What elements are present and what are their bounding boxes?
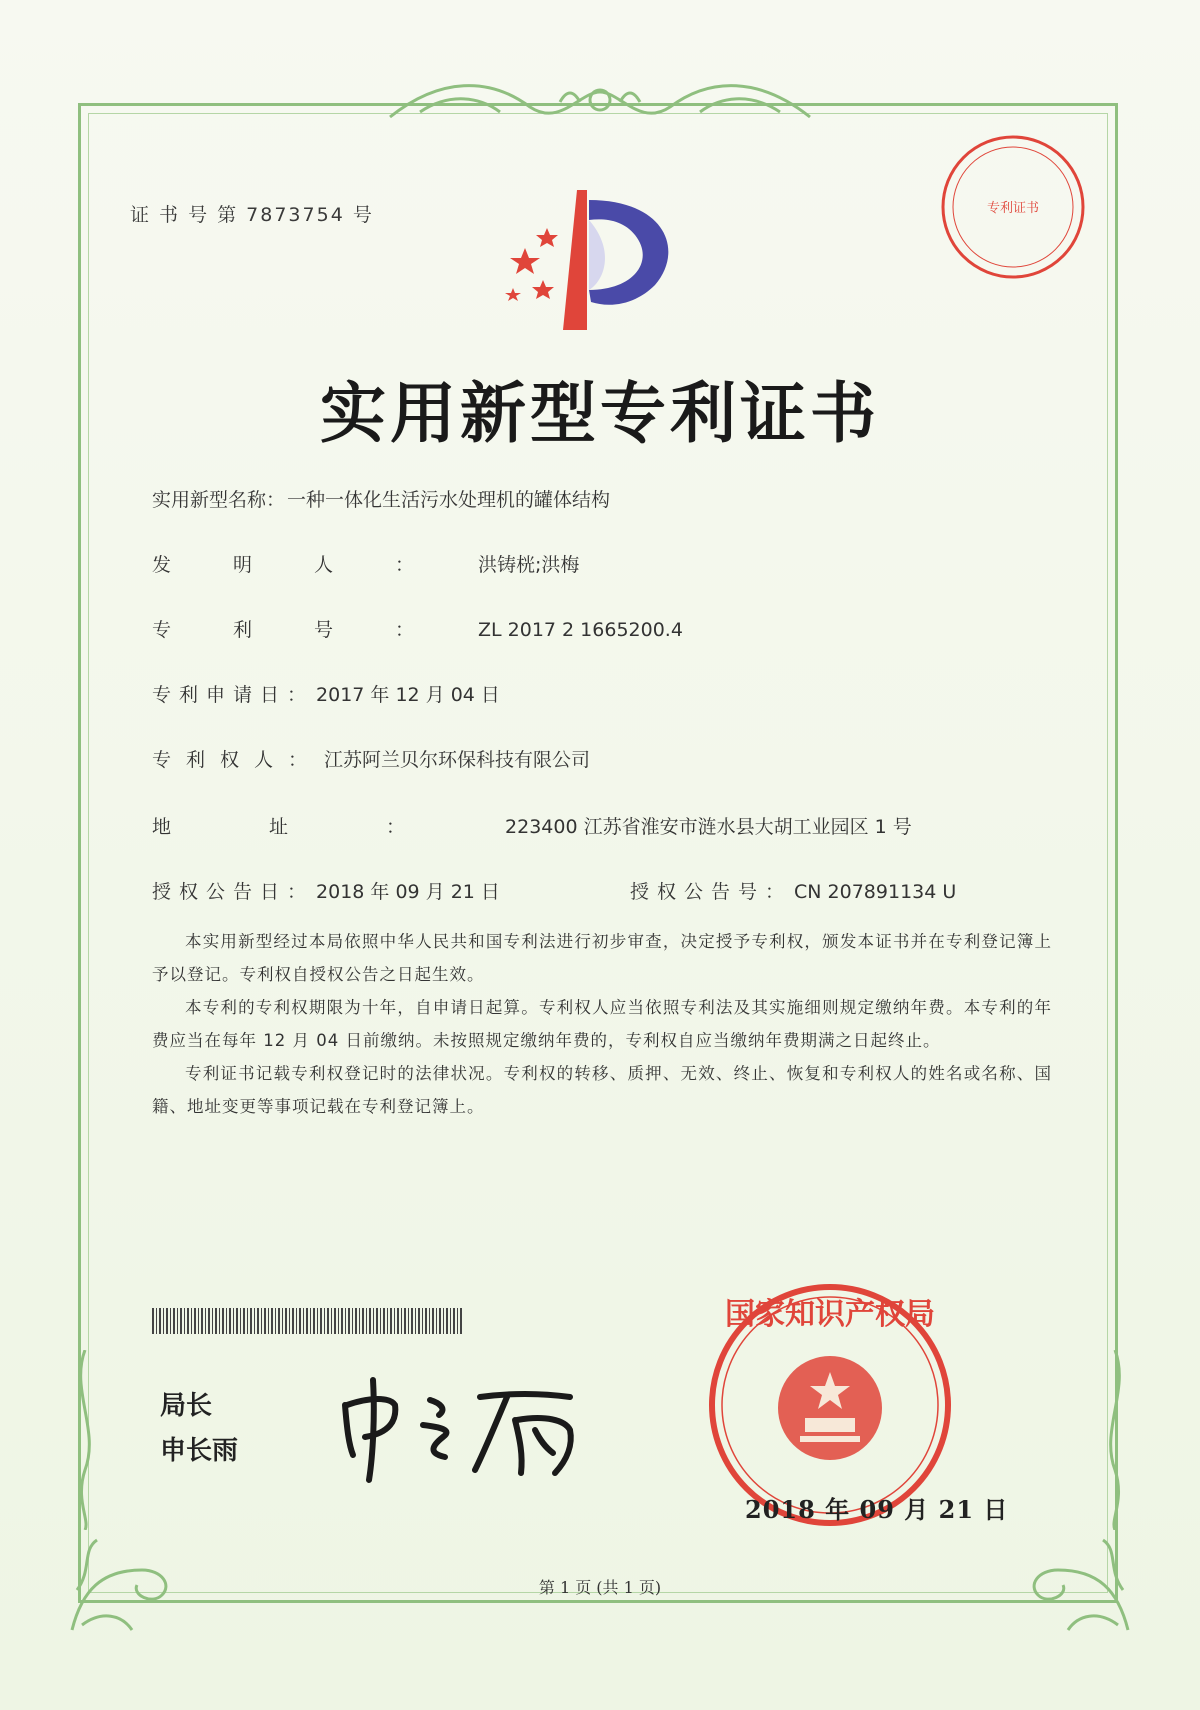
field-grant-date — [152, 877, 500, 904]
field-label: 实用新型名称： — [152, 489, 286, 511]
field-label: 地址： — [152, 816, 504, 838]
field-label: 授权公告日： — [152, 881, 315, 903]
field-value: 223400 江苏省淮安市涟水县大胡工业园区 1 号 — [505, 816, 912, 838]
certificate-number: 证 书 号 第 7873754 号 — [130, 204, 374, 226]
decorative-border-inner — [88, 113, 1108, 1593]
top-floral-ornament-icon — [380, 72, 820, 132]
field-label: 专利申请日： — [152, 684, 315, 706]
certificate-body-text — [152, 925, 1052, 1123]
field-application-date — [152, 680, 500, 707]
field-patentee — [152, 745, 590, 772]
patent-office-logo-icon — [505, 190, 695, 330]
field-label: 专利权人： — [152, 749, 323, 771]
field-value: 一种一体化生活污水处理机的罐体结构 — [287, 489, 611, 511]
side-ornament-icon — [70, 1350, 100, 1530]
field-address — [152, 812, 912, 839]
field-patent-number — [152, 615, 683, 642]
field-value: 2018 年 09 月 21 日 — [316, 881, 500, 903]
field-value: 2017 年 12 月 04 日 — [316, 684, 500, 706]
certificate-title: 实用新型专利证书 — [320, 375, 880, 452]
small-seal-text: 专利证书 — [986, 201, 1040, 216]
field-label: 授权公告号： — [630, 881, 793, 903]
side-ornament-icon — [1100, 1350, 1130, 1530]
field-value: 江苏阿兰贝尔环保科技有限公司 — [324, 749, 591, 771]
seal-date: 2018 年 09 月 21 日 — [745, 1495, 1009, 1524]
director-title: 局长 — [160, 1391, 213, 1421]
director-signature — [335, 1375, 595, 1485]
field-utility-model-name — [152, 485, 610, 512]
paragraph: 本实用新型经过本局依照中华人民共和国专利法进行初步审查，决定授予专利权，颁发本证书并在专利登记簿上予以登记。专利权自授权公告之日起生效。 — [152, 932, 1052, 984]
paragraph: 本专利的专利权期限为十年，自申请日起算。专利权人应当依照专利法及其实施细则规定缴纳年费。本专利的年费应当在每年 12 月 04 日前缴纳。未按照规定缴纳年费的，专利权自应当缴纳年费期满之日起终止。 — [152, 998, 1052, 1050]
big-seal-text: 国家知识产权局 — [725, 1297, 935, 1332]
paragraph: 专利证书记载专利权登记时的法律状况。专利权的转移、质押、无效、终止、恢复和专利权人的姓名或名称、国籍、地址变更等事项记载在专利登记簿上。 — [152, 1064, 1052, 1116]
barcode — [152, 1308, 462, 1334]
field-value: 洪铸桄;洪梅 — [478, 554, 580, 576]
page-number: 第 1 页 (共 1 页) — [538, 1578, 662, 1597]
field-label: 发明人： — [152, 554, 477, 576]
field-grant-number — [630, 877, 956, 904]
field-value: ZL 2017 2 1665200.4 — [478, 619, 683, 641]
director-name: 申长雨 — [160, 1436, 239, 1466]
field-inventor — [152, 550, 579, 577]
patent-seal-small-icon — [938, 132, 1088, 282]
field-label: 专利号： — [152, 619, 477, 641]
field-value: CN 207891134 U — [794, 881, 957, 903]
